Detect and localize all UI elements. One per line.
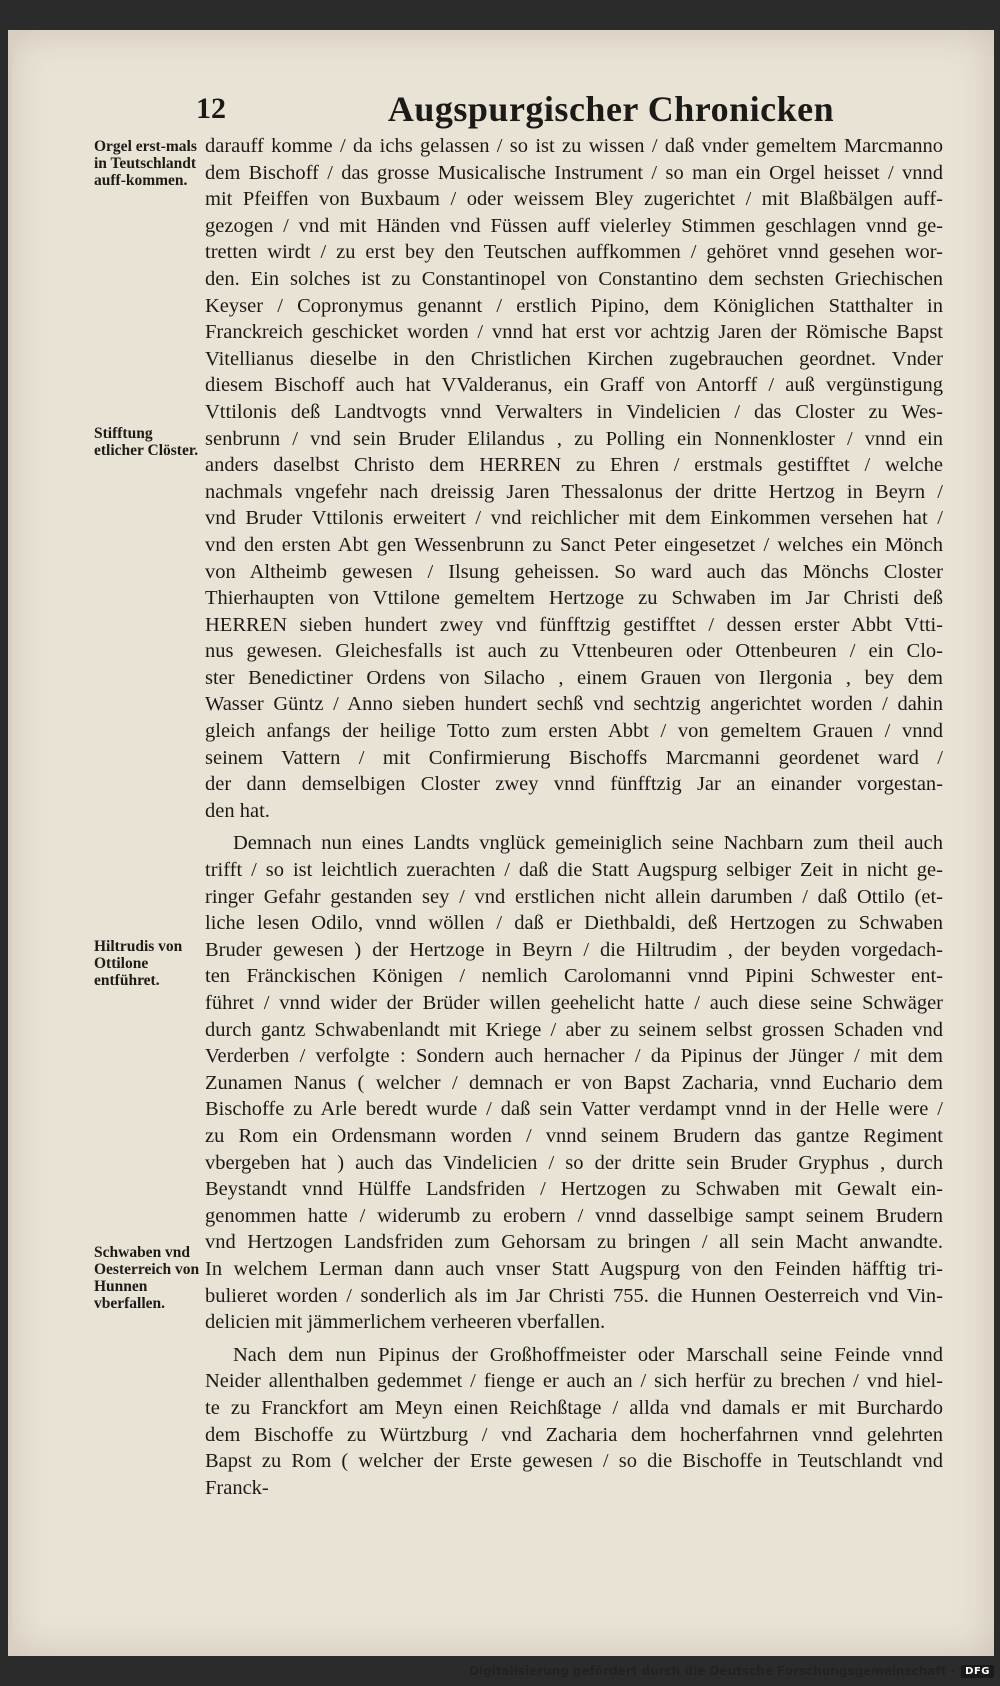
page-header — [196, 88, 926, 132]
text-line: den hat. — [205, 799, 270, 822]
paragraph-2 — [205, 830, 943, 1335]
text-line: Zunamen Nanus ( welcher / demnach er von Bapst Zacharia, vnnd Euchario dem — [205, 1071, 943, 1094]
text-line: Bapst zu Rom ( welcher der Erste gewesen / so die Bischoffe in Teutschlandt vnd — [205, 1450, 943, 1473]
text-line: Bruder gewesen ) der Hertzoge in Beyrn / die Hiltrudim , der beyden vorgedach- — [205, 938, 943, 961]
text-line: vnd Bruder Vttilonis erweitert / vnd reichlicher mit dem Einkommen versehen hat / — [205, 507, 943, 530]
page-edge — [8, 30, 12, 1656]
text-line: trifft / so ist leichtlich zuerachten / daß die Statt Augspurg selbiger Zeit in nicht ge- — [205, 859, 943, 882]
text-line: Franckreich geschicket worden / vnnd hat erst vor achtzig Jaren der Römische Bapst — [205, 321, 943, 344]
text-line: ringer Gefahr gestanden sey / vnd erstlichen nicht allein darumben / daß Ottilo (et- — [205, 885, 943, 908]
text-line: tretten wirdt / zu erst bey den Teutschen auffkommen / gehöret vnnd gesehen wor- — [205, 241, 943, 264]
text-line: genommen hatte / widerumb zu erobern / vnnd dasselbige sampt seinem Brudern — [205, 1204, 943, 1227]
text-line: Verderben / verfolgte : Sondern auch hernacher / da Pipinus der Jünger / mit dem — [205, 1045, 943, 1068]
text-line: te zu Franckfort am Meyn einen Reichßtage / allda vnd damals er mit Burchardo — [205, 1396, 943, 1419]
text-line: durch gantz Schwabenlandt mit Kriege / aber zu seinem selbst grossen Schaden vnd — [205, 1018, 943, 1041]
text-line: In welchem Lerman dann auch vnser Statt Augspurg von den Feinden häfftig tri- — [205, 1257, 943, 1280]
text-line: ster Benedictiner Ordens von Silacho , einem Grauen von Ilergonia , bey dem — [205, 666, 943, 689]
text-line: der dann demselbigen Closter zwey vnnd fünfftzig Jar an einander vorgestan- — [205, 773, 943, 796]
text-line: darauff komme / da ichs gelassen / so ist zu wissen / daß vnder gemeltem Marcmanno — [205, 135, 943, 157]
text-line: vbergeben hat ) auch das Vindelicien / so der dritte sein Bruder Gryphus , durch — [205, 1151, 943, 1174]
footer-credit: Digitalisierung gefördert durch die Deutsche Forschungsgemeinschaft · — [468, 1664, 956, 1678]
text-line: dem Bischoffe zu Würtzburg / vnd Zacharia dem hocherfahrnen vnnd gelehrten — [205, 1423, 943, 1446]
marginal-note-hiltrudis: Hiltrudis von Ottilone entführet. — [94, 938, 183, 989]
body-text — [205, 133, 943, 1501]
marginal-note-monasteries: Stifftung etlicher Clöster. — [94, 425, 199, 459]
text-line: führet / vnnd wider der Brüder willen geehelicht hatte / auch diese seine Schwäger — [205, 992, 943, 1014]
paragraph-1 — [205, 133, 943, 824]
text-line: diesem Bischoff auch hat VValderanus, ein Graff von Antorff / auß vergünstigung — [205, 374, 943, 397]
text-line: ten Fränckischen Königen / nemlich Carolomanni vnnd Pipini Schwester ent- — [205, 965, 943, 988]
dfg-logo-icon: DFG — [961, 1665, 994, 1678]
text-line: seinem Vattern / mit Confirmierung Bischoffs Marcmanni geordenet ward / — [205, 746, 943, 769]
text-line: vnd den ersten Abt gen Wessenbrunn zu Sanct Peter eingesetzet / welches ein Mönch — [205, 533, 943, 556]
digitization-footer — [469, 1664, 994, 1678]
text-line: Beystandt vnnd Hülffe Landsfriden / Hertzogen zu Schwaben mit Gewalt ein- — [205, 1178, 943, 1201]
text-line: Neider allenthalben gedemmet / fienge er auch an / sich herfür zu brechen / vnd hiel- — [205, 1370, 943, 1393]
text-line: vnd Hertzogen Landsfriden zum Gehorsam zu bringen / all sein Macht anwandte. — [205, 1231, 943, 1254]
marginal-note-hunnen: Schwaben vnd Oesterreich von Hunnen vberfallen. — [94, 1244, 200, 1312]
text-line: gezogen / vnd mit Händen vnd Füssen auff vielerley Stimmen geschlagen vnnd ge- — [205, 214, 943, 237]
text-line: Vttilonis deß Landtvogts vnnd Verwalters in Vindelicien / das Closter zu Wes- — [205, 400, 943, 423]
text-line: gleich anfangs der heilige Totto zum ersten Abbt / von gemeltem Grauen / vnnd — [205, 720, 943, 743]
text-line: anders daselbst Christo dem HERREN zu Ehren / erstmals gestifftet / welche — [205, 454, 943, 477]
text-line: delicien mit jämmerlichem verheeren vberfallen. — [205, 1311, 606, 1334]
running-title: Augspurgischer Chronicken — [387, 89, 835, 129]
text-line: Demnach nun eines Landts vnglück gemeiniglich seine Nachbarn zum theil auch — [233, 832, 943, 855]
text-line: Nach dem nun Pipinus der Großhoffmeister oder Marschall seine Feinde vnnd — [233, 1343, 943, 1366]
text-line: zu Rom ein Ordensmann worden / vnnd seinem Brudern das gantze Regiment — [205, 1124, 943, 1147]
text-line: nachmals vngefehr nach dreissig Jaren Thessalonus der dritte Hertzog in Beyrn / — [205, 480, 943, 503]
marginal-note-organ: Orgel erst-mals in Teutschlandt auff-kommen. — [94, 138, 197, 189]
text-line: liche lesen Odilo, vnnd wöllen / daß er Diethbaldi, deß Hertzogen zu Schwaben — [205, 912, 943, 935]
text-line: Franck- — [205, 1476, 269, 1499]
text-line: nus gewesen. Gleichesfalls ist auch zu Vttenbeuren oder Ottenbeuren / ein Clo- — [205, 640, 943, 663]
text-line: mit Pfeiffen von Buxbaum / oder weissem Bley zugerichtet / mit Blaßbälgen auff- — [205, 188, 943, 211]
paragraph-3 — [205, 1342, 943, 1502]
text-line: Wasser Güntz / Anno sieben hundert sechß vnd sechtzig angerichtet worden / dahin — [205, 693, 943, 716]
text-line: senbrunn / vnd sein Bruder Elilandus , zu Polling ein Nonnenkloster / vnnd ein — [205, 427, 943, 450]
text-line: HERREN sieben hundert zwey vnd fünfftzig gestifftet / dessen erster Abbt Vtti- — [205, 613, 943, 636]
text-line: dem Bischoff / das grosse Musicalische Instrument / so man ein Orgel heisset / vnnd — [205, 161, 943, 184]
page-number: 12 — [196, 92, 226, 125]
text-line: Vitellianus dieselbe in den Christlichen Kirchen zugebrauchen geordnet. Vnder — [205, 347, 943, 370]
text-line: Keyser / Copronymus genannt / erstlich Pipino, dem Königlichen Statthalter in — [205, 294, 943, 317]
text-line: Bischoffe zu Arle beredt wurde / daß sein Vatter verdampt vnnd in der Helle were / — [205, 1098, 943, 1121]
text-line: von Altheimb gewesen / Ilsung geheissen. So ward auch das Mönchs Closter — [205, 560, 943, 583]
text-line: Thierhaupten von Vttilone gemeltem Hertzoge zu Schwaben im Jar Christi deß — [205, 587, 943, 610]
text-line: bulieret worden / sonderlich als im Jar Christi 755. die Hunnen Oesterreich vnd Vin- — [205, 1284, 943, 1307]
text-line: den. Ein solches ist zu Constantinopel von Constantino dem sechsten Griechischen — [205, 267, 943, 290]
